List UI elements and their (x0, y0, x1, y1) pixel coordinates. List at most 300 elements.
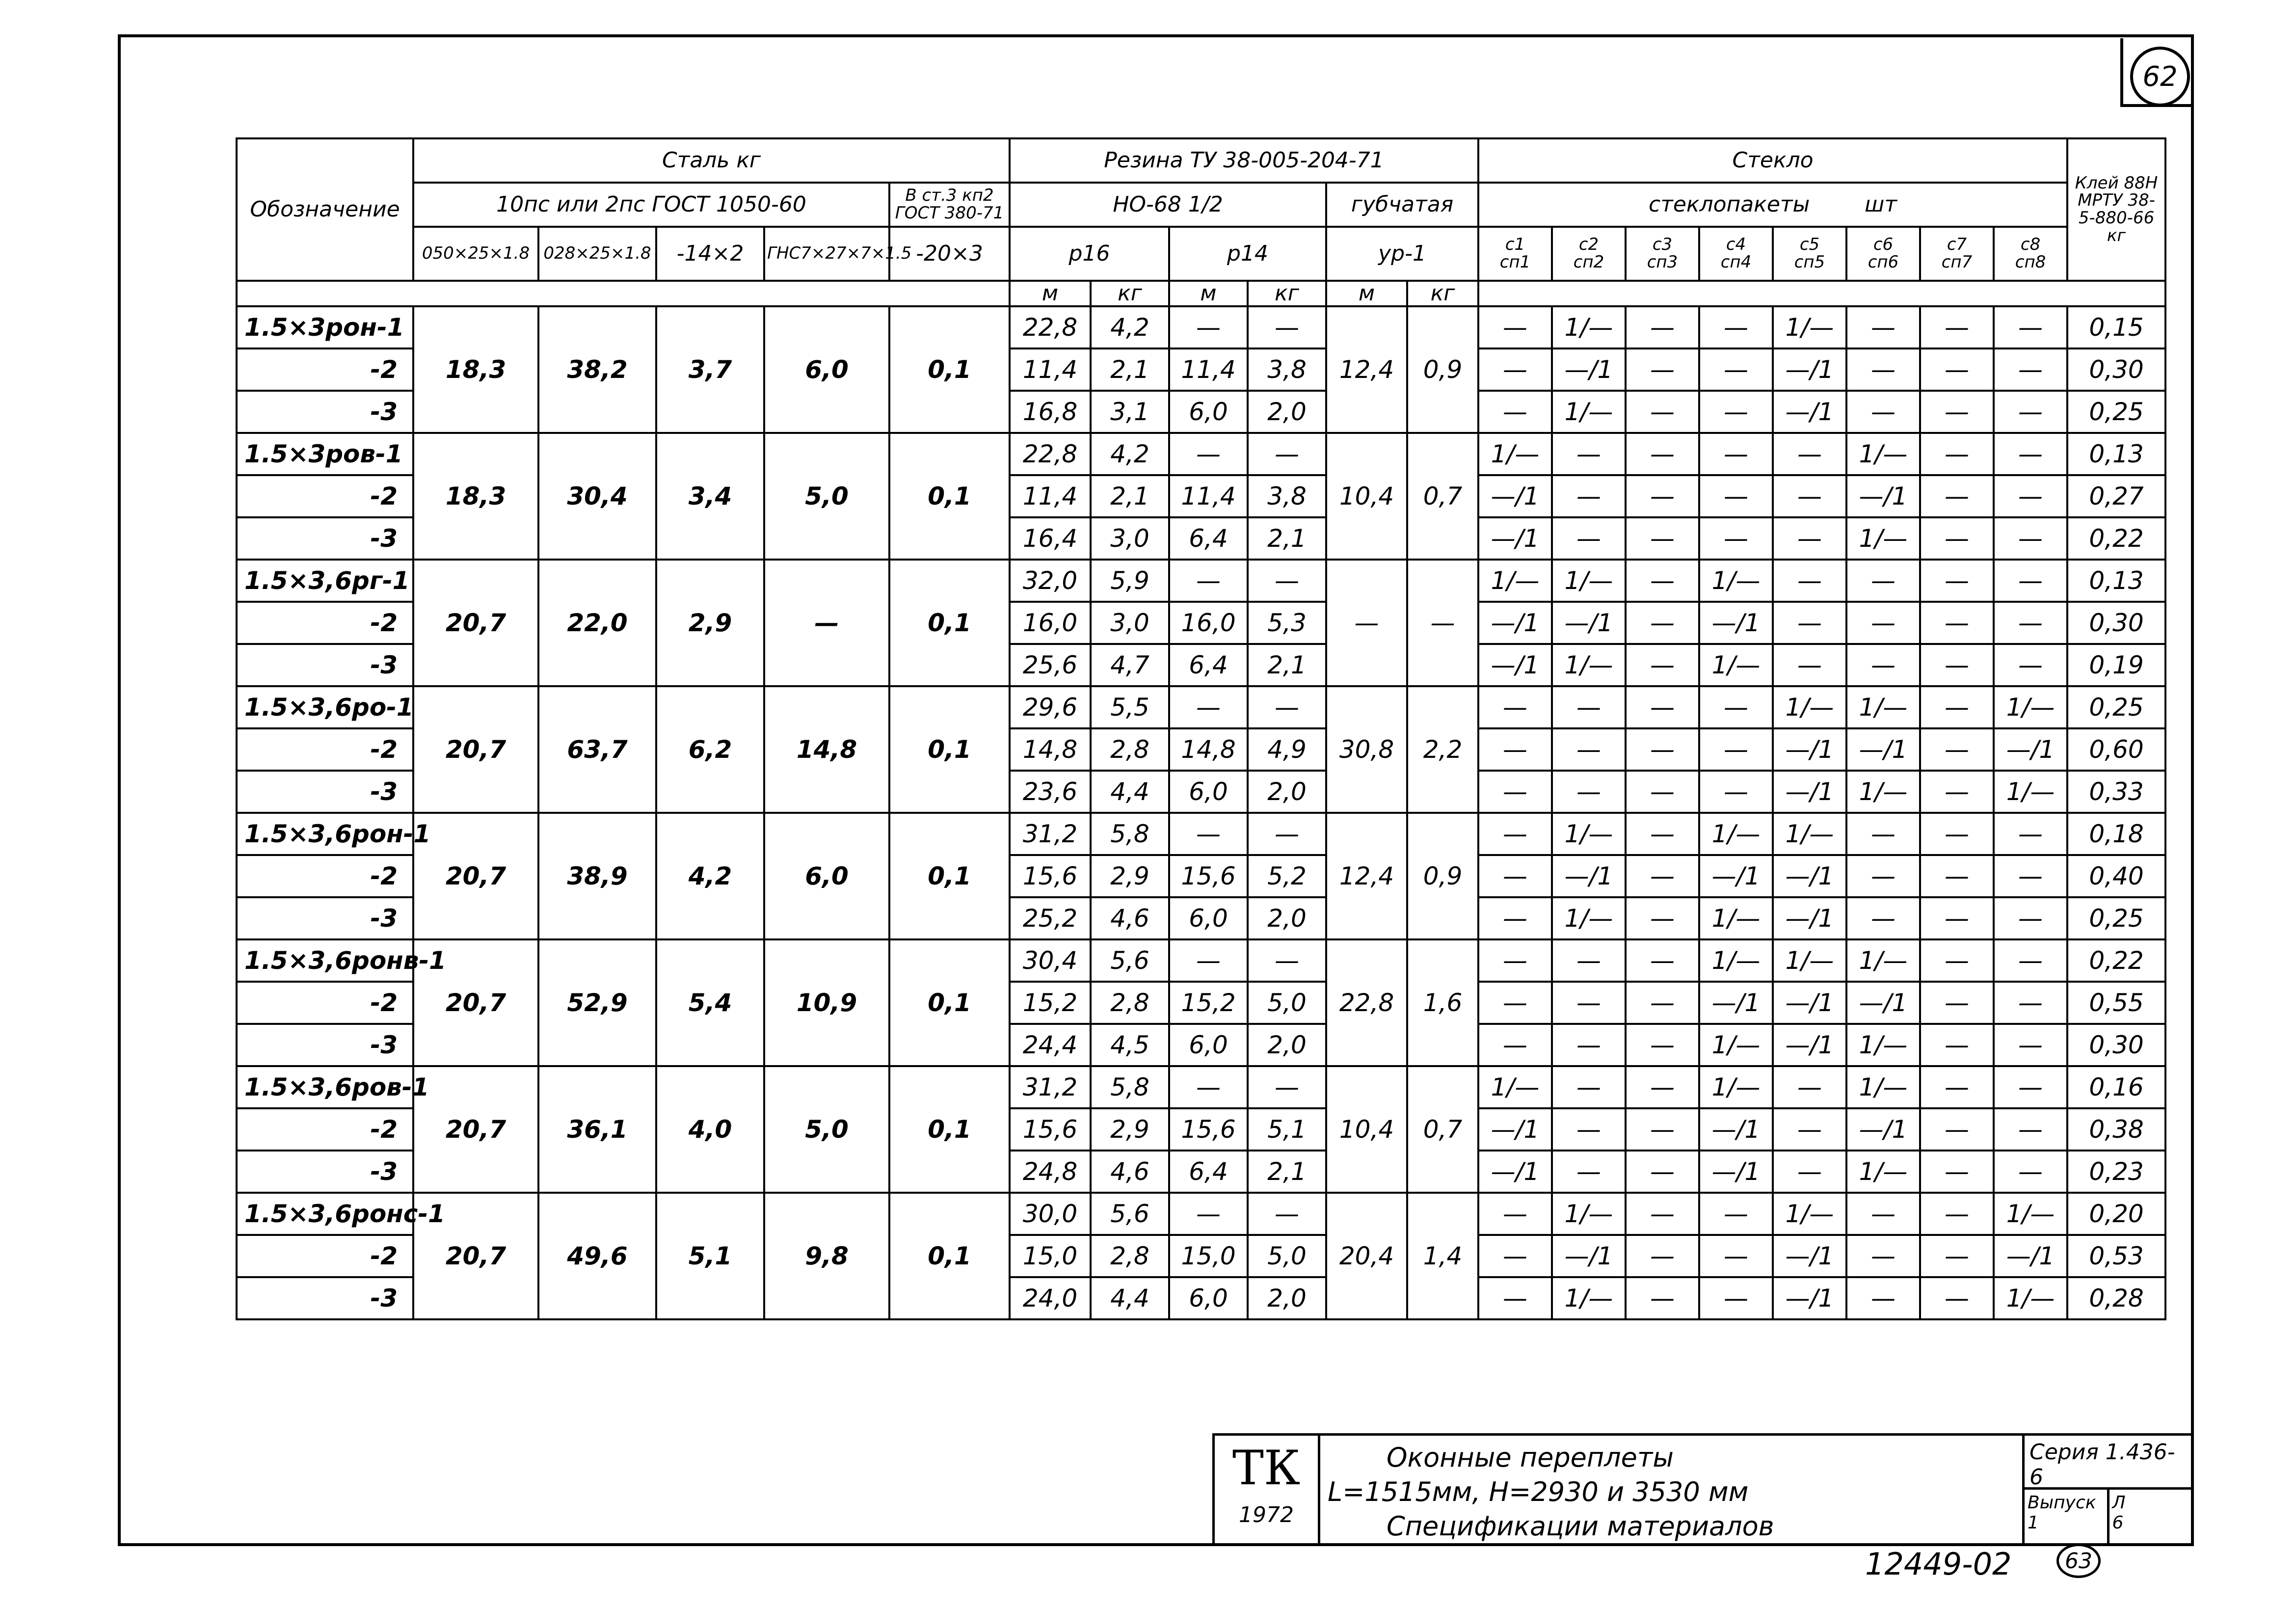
designation-cell: -3 (237, 391, 413, 433)
designation-cell: -2 (237, 855, 413, 897)
glass-cell: 1/— (1846, 433, 1920, 475)
glue-cell: 0,13 (2067, 560, 2165, 602)
glue-cell: 0,55 (2067, 982, 2165, 1024)
steel-cell: 0,1 (889, 686, 1010, 813)
glass-cell: —/1 (1478, 1108, 1552, 1151)
glass-cell: — (1552, 1108, 1626, 1151)
designation-header: Обозначение (237, 138, 413, 281)
steel-cell: 9,8 (764, 1193, 889, 1319)
glass-unit-label: шт (1865, 191, 1897, 217)
glass-cell: — (1994, 939, 2067, 982)
glue-cell: 0,30 (2067, 602, 2165, 644)
designation-cell: -2 (237, 982, 413, 1024)
glass-cell: — (1478, 686, 1552, 728)
glue-cell: 0,60 (2067, 728, 2165, 771)
steel-alt-header: В ст.3 кп2 ГОСТ 380-71 (889, 183, 1010, 227)
glass-cell: 1/— (1552, 1277, 1626, 1319)
steel-col-4: ГНС7×27×7×1.5 (764, 227, 889, 281)
glass-cell: — (1478, 306, 1552, 348)
glass-cell: — (1920, 1193, 1994, 1235)
glass-cell: — (1552, 1066, 1626, 1108)
glass-cell: — (1626, 728, 1699, 771)
glass-c6: с6 сп6 (1846, 227, 1920, 281)
glass-cell: — (1920, 982, 1994, 1024)
glass-cell: — (1626, 686, 1699, 728)
p16-kg-cell: 4,6 (1091, 1151, 1169, 1193)
p16-kg-cell: 5,8 (1091, 1066, 1169, 1108)
p16-kg-cell: 5,6 (1091, 1193, 1169, 1235)
p16-kg-cell: 2,8 (1091, 1235, 1169, 1277)
p16-kg-cell: 4,2 (1091, 433, 1169, 475)
year: 1972 (1239, 1502, 1294, 1527)
glass-cell: —/1 (1846, 982, 1920, 1024)
glass-cell: 1/— (1699, 897, 1773, 939)
glass-cell: — (1626, 1108, 1699, 1151)
glass-cell: — (1626, 1024, 1699, 1066)
glue-cell: 0,19 (2067, 644, 2165, 686)
p16-m-cell: 15,2 (1010, 982, 1091, 1024)
glass-cell: —/1 (1773, 1024, 1846, 1066)
glass-cell: — (1920, 813, 1994, 855)
glass-cell: —/1 (1478, 517, 1552, 560)
glass-cell: —/1 (1846, 1108, 1920, 1151)
glass-cell: — (1626, 982, 1699, 1024)
glass-cell: — (1626, 771, 1699, 813)
glass-cell: 1/— (1846, 939, 1920, 982)
glass-cell: — (1626, 433, 1699, 475)
p14-m-cell: — (1169, 1193, 1248, 1235)
steel-cell: 0,1 (889, 1193, 1010, 1319)
table-row (237, 306, 2165, 348)
glue-cell: 0,25 (2067, 391, 2165, 433)
p16-kg-cell: 2,8 (1091, 982, 1169, 1024)
steel-cell: 0,1 (889, 560, 1010, 686)
glass-cell: — (1626, 1235, 1699, 1277)
glass-cell: 1/— (1773, 939, 1846, 982)
p16-kg-cell: 4,4 (1091, 771, 1169, 813)
glass-cell: — (1920, 1066, 1994, 1108)
p14-m-cell: — (1169, 560, 1248, 602)
glass-cell: 1/— (1994, 1277, 2067, 1319)
glass-cell: 1/— (1846, 686, 1920, 728)
steel-cell: 5,4 (656, 939, 764, 1066)
glass-cell: — (1773, 475, 1846, 517)
glass-cell: —/1 (1773, 1277, 1846, 1319)
p16-kg-cell: 5,8 (1091, 813, 1169, 855)
p14-kg-cell: 5,0 (1248, 982, 1326, 1024)
rubber-porous-header: губчатая (1326, 183, 1478, 227)
p16-kg-cell: 5,6 (1091, 939, 1169, 982)
p14-kg-cell: 2,0 (1248, 391, 1326, 433)
p14-header: р14 (1169, 227, 1326, 281)
glass-cell: — (1994, 517, 2067, 560)
glass-cell: — (1626, 306, 1699, 348)
p14-m-cell: 15,6 (1169, 1108, 1248, 1151)
glass-cell: — (1478, 728, 1552, 771)
p14-m-cell: — (1169, 1066, 1248, 1108)
glass-cell: — (1773, 644, 1846, 686)
glass-cell: — (1994, 348, 2067, 391)
glass-cell: — (1846, 813, 1920, 855)
yp-kg-cell: 1,6 (1407, 939, 1478, 1066)
designation-cell: -2 (237, 602, 413, 644)
p16-kg-cell: 5,9 (1091, 560, 1169, 602)
unit-spacer (237, 281, 1010, 306)
glass-cell: — (1478, 1024, 1552, 1066)
glass-c8: с8 сп8 (1994, 227, 2067, 281)
series-label: Серия 1.436-6 (2025, 1436, 2191, 1490)
designation-cell: -2 (237, 1108, 413, 1151)
glass-cell: 1/— (1994, 1193, 2067, 1235)
glass-cell: 1/— (1846, 1066, 1920, 1108)
p14-m-cell: 11,4 (1169, 475, 1248, 517)
table-row (237, 1193, 2165, 1235)
glue-cell: 0,20 (2067, 1193, 2165, 1235)
glass-cell: — (1773, 433, 1846, 475)
glass-cell: — (1994, 306, 2067, 348)
p16-m-cell: 23,6 (1010, 771, 1091, 813)
designation-cell: -3 (237, 1024, 413, 1066)
glass-cell: — (1920, 728, 1994, 771)
yp-kg-cell: 2,2 (1407, 686, 1478, 813)
glass-cell: 1/— (1552, 391, 1626, 433)
glass-cell: — (1920, 602, 1994, 644)
glass-cell: — (1699, 1235, 1773, 1277)
glue-cell: 0,15 (2067, 306, 2165, 348)
p16-m-cell: 11,4 (1010, 475, 1091, 517)
designation-cell: 1.5×3,6ро-1 (237, 686, 413, 728)
glue-cell: 0,13 (2067, 433, 2165, 475)
glass-cell: — (1478, 813, 1552, 855)
designation-cell: -2 (237, 728, 413, 771)
glass-cell: — (1846, 1277, 1920, 1319)
p16-kg-cell: 5,5 (1091, 686, 1169, 728)
glass-cell: —/1 (1478, 1151, 1552, 1193)
glass-cell: 1/— (1552, 644, 1626, 686)
designation-cell: 1.5×3,6ров-1 (237, 1066, 413, 1108)
p16-m-cell: 31,2 (1010, 813, 1091, 855)
p14-m-cell: 6,0 (1169, 897, 1248, 939)
glass-cell: — (1552, 771, 1626, 813)
table-row (237, 433, 2165, 475)
p14-m-cell: — (1169, 939, 1248, 982)
steel-cell: 20,7 (413, 939, 538, 1066)
steel-cell: 36,1 (538, 1066, 656, 1193)
glue-cell: 0,25 (2067, 686, 2165, 728)
steel-cell: 49,6 (538, 1193, 656, 1319)
glass-c1: с1 сп1 (1478, 227, 1552, 281)
steel-cell: — (764, 560, 889, 686)
glass-cell: — (1846, 644, 1920, 686)
glass-cell: — (1920, 939, 1994, 982)
glass-cell: — (1994, 813, 2067, 855)
steel-cell: 0,1 (889, 433, 1010, 560)
glass-cell: 1/— (1699, 813, 1773, 855)
designation-cell: 1.5×3,6рон-1 (237, 813, 413, 855)
glass-cell: — (1552, 982, 1626, 1024)
p14-m-cell: 6,0 (1169, 771, 1248, 813)
p14-kg-cell: 2,0 (1248, 771, 1326, 813)
glass-cell: — (1773, 602, 1846, 644)
glue-header: Клей 88Н МРТУ 38-5-880-66 кг (2067, 138, 2165, 281)
steel-cell: 20,7 (413, 560, 538, 686)
yp-kg-cell: 0,9 (1407, 306, 1478, 433)
glass-cell: — (1846, 1235, 1920, 1277)
p14-kg-cell: — (1248, 813, 1326, 855)
sheet-number: 62 (2130, 47, 2190, 107)
p14-kg-cell: 5,0 (1248, 1235, 1326, 1277)
yp-kg-cell: 1,4 (1407, 1193, 1478, 1319)
p16-kg-cell: 3,1 (1091, 391, 1169, 433)
table-row (237, 560, 2165, 602)
designation-cell: -3 (237, 1277, 413, 1319)
glass-cell: 1/— (1552, 560, 1626, 602)
glass-cell: 1/— (1552, 813, 1626, 855)
steel-cell: 0,1 (889, 939, 1010, 1066)
glass-cell: 1/— (1699, 1066, 1773, 1108)
drawing-title (1328, 1441, 2005, 1544)
p14-kg-cell: — (1248, 1193, 1326, 1235)
p14-kg-cell: 5,3 (1248, 602, 1326, 644)
glass-cell: — (1920, 1277, 1994, 1319)
p14-kg: кг (1248, 281, 1326, 306)
sheet-cell: Л 6 (2112, 1493, 2126, 1533)
glass-cell: —/1 (1773, 771, 1846, 813)
steel-cell: 0,1 (889, 1066, 1010, 1193)
p14-m-cell: — (1169, 686, 1248, 728)
glass-cell: — (1920, 433, 1994, 475)
designation-cell: -3 (237, 1151, 413, 1193)
glass-cell: — (1699, 728, 1773, 771)
glass-cell: — (1478, 1193, 1552, 1235)
p16-m-cell: 16,0 (1010, 602, 1091, 644)
p16-header: р16 (1010, 227, 1169, 281)
steel-cell: 4,0 (656, 1066, 764, 1193)
glass-cell: 1/— (1552, 897, 1626, 939)
designation-cell: 1.5×3ров-1 (237, 433, 413, 475)
glass-cell: —/1 (1773, 728, 1846, 771)
steel-cell: 18,3 (413, 433, 538, 560)
glass-cell: — (1994, 602, 2067, 644)
glass-c4: с4 сп4 (1699, 227, 1773, 281)
glue-cell: 0,22 (2067, 517, 2165, 560)
glass-cell: — (1626, 939, 1699, 982)
designation-cell: 1.5×3,6рг-1 (237, 560, 413, 602)
glass-cell: —/1 (1846, 475, 1920, 517)
glass-cell: — (1920, 306, 1994, 348)
p14-kg-cell: 2,0 (1248, 897, 1326, 939)
glass-cell: — (1920, 686, 1994, 728)
yp-m-cell: — (1326, 560, 1407, 686)
steel-cell: 30,4 (538, 433, 656, 560)
glass-c2: с2 сп2 (1552, 227, 1626, 281)
yp-kg-cell: — (1407, 560, 1478, 686)
table-row (237, 939, 2165, 982)
glass-cell: —/1 (1699, 855, 1773, 897)
glue-cell: 0,16 (2067, 1066, 2165, 1108)
glass-cell: — (1626, 602, 1699, 644)
p14-m-cell: 6,4 (1169, 1151, 1248, 1193)
designation-cell: 1.5×3,6ронс-1 (237, 1193, 413, 1235)
designation-cell: -3 (237, 517, 413, 560)
steel-cell: 2,9 (656, 560, 764, 686)
p16-kg-cell: 4,7 (1091, 644, 1169, 686)
steel-cell: 52,9 (538, 939, 656, 1066)
steel-cell: 20,7 (413, 1193, 538, 1319)
p16-m-cell: 31,2 (1010, 1066, 1091, 1108)
designation-cell: 1.5×3,6ронв-1 (237, 939, 413, 982)
glass-c7: с7 сп7 (1920, 227, 1994, 281)
glass-cell: — (1626, 897, 1699, 939)
glass-cell: — (1699, 1277, 1773, 1319)
p16-m-cell: 29,6 (1010, 686, 1091, 728)
p16-m-cell: 22,8 (1010, 306, 1091, 348)
p16-kg-cell: 3,0 (1091, 517, 1169, 560)
yp-m-cell: 10,4 (1326, 433, 1407, 560)
steel-cell: 0,1 (889, 813, 1010, 939)
table-row (237, 813, 2165, 855)
glass-cell: —/1 (1552, 348, 1626, 391)
p16-kg: кг (1091, 281, 1169, 306)
glass-cell: —/1 (1699, 602, 1773, 644)
glass-cell: — (1478, 897, 1552, 939)
yp1-header: ур-1 (1326, 227, 1478, 281)
glass-cell: —/1 (1773, 391, 1846, 433)
table-row (237, 686, 2165, 728)
glass-cell: — (1478, 348, 1552, 391)
glass-cell: 1/— (1773, 306, 1846, 348)
glass-cell: — (1920, 1024, 1994, 1066)
p16-kg-cell: 4,2 (1091, 306, 1169, 348)
series-block (2022, 1436, 2191, 1544)
steel-gost-header: 10пс или 2пс ГОСТ 1050-60 (413, 183, 889, 227)
glass-cell: 1/— (1846, 1151, 1920, 1193)
glass-cell: —/1 (1478, 644, 1552, 686)
glass-cell: 1/— (1699, 1024, 1773, 1066)
glass-cell: — (1920, 1235, 1994, 1277)
glass-cell: —/1 (1552, 1235, 1626, 1277)
steel-cell: 6,0 (764, 306, 889, 433)
p16-m-cell: 15,6 (1010, 1108, 1091, 1151)
glue-cell: 0,27 (2067, 475, 2165, 517)
glass-cell: — (1994, 560, 2067, 602)
glass-cell: — (1552, 475, 1626, 517)
yp-m: м (1326, 281, 1407, 306)
p14-kg-cell: 2,1 (1248, 644, 1326, 686)
p14-kg-cell: — (1248, 560, 1326, 602)
steel-cell: 5,0 (764, 433, 889, 560)
glue-cell: 0,38 (2067, 1108, 2165, 1151)
p16-m-cell: 25,2 (1010, 897, 1091, 939)
steel-cell: 20,7 (413, 1066, 538, 1193)
glass-cell: — (1699, 391, 1773, 433)
glass-cell: —/1 (1773, 982, 1846, 1024)
glass-cell: — (1773, 1066, 1846, 1108)
p16-kg-cell: 2,9 (1091, 855, 1169, 897)
p14-kg-cell: — (1248, 433, 1326, 475)
p14-m-cell: 6,4 (1169, 517, 1248, 560)
p16-kg-cell: 4,6 (1091, 897, 1169, 939)
glass-cell: — (1773, 517, 1846, 560)
glass-cell: 1/— (1773, 686, 1846, 728)
glass-cell: —/1 (1773, 1235, 1846, 1277)
glass-cell: — (1920, 1151, 1994, 1193)
steel-cell: 5,1 (656, 1193, 764, 1319)
glass-cell: — (1920, 348, 1994, 391)
p14-kg-cell: 2,0 (1248, 1277, 1326, 1319)
p16-kg-cell: 2,1 (1091, 475, 1169, 517)
steel-cell: 6,2 (656, 686, 764, 813)
glass-packets-label: стеклопакеты (1649, 191, 1810, 217)
glass-cell: — (1920, 644, 1994, 686)
glass-cell: —/1 (1552, 855, 1626, 897)
yp-m-cell: 22,8 (1326, 939, 1407, 1066)
glass-cell: — (1920, 560, 1994, 602)
steel-cell: 4,2 (656, 813, 764, 939)
steel-cell: 6,0 (764, 813, 889, 939)
designation-cell: -2 (237, 1235, 413, 1277)
glass-cell: — (1626, 1277, 1699, 1319)
yp-m-cell: 10,4 (1326, 1066, 1407, 1193)
designation-cell: -3 (237, 897, 413, 939)
steel-cell: 63,7 (538, 686, 656, 813)
p14-kg-cell: — (1248, 686, 1326, 728)
glass-cell: — (1552, 686, 1626, 728)
title-line-3: Спецификации материалов (1387, 1511, 1774, 1542)
glass-cell: —/1 (1994, 728, 2067, 771)
glass-cell: — (1846, 897, 1920, 939)
p14-kg-cell: 3,8 (1248, 348, 1326, 391)
yp-kg-cell: 0,7 (1407, 433, 1478, 560)
glass-cell: — (1846, 348, 1920, 391)
designation-cell: -3 (237, 644, 413, 686)
yp-m-cell: 12,4 (1326, 306, 1407, 433)
glass-cell: — (1994, 1151, 2067, 1193)
glass-cell: — (1920, 475, 1994, 517)
glue-cell: 0,28 (2067, 1277, 2165, 1319)
glass-cell: — (1920, 1108, 1994, 1151)
p16-m-cell: 25,6 (1010, 644, 1091, 686)
glass-cell: — (1478, 982, 1552, 1024)
glass-cell: — (1478, 1277, 1552, 1319)
glass-cell: — (1699, 306, 1773, 348)
glass-cell: — (1626, 517, 1699, 560)
p14-kg-cell: 4,9 (1248, 728, 1326, 771)
glass-cell: — (1626, 644, 1699, 686)
glass-cell: — (1699, 1193, 1773, 1235)
yp-m-cell: 30,8 (1326, 686, 1407, 813)
p14-m-cell: 6,0 (1169, 1024, 1248, 1066)
glass-cell: — (1994, 855, 2067, 897)
steel-cell: 38,2 (538, 306, 656, 433)
p16-m-cell: 30,0 (1010, 1193, 1091, 1235)
glass-cell: — (1699, 686, 1773, 728)
steel-cell: 0,1 (889, 306, 1010, 433)
glass-cell: — (1699, 433, 1773, 475)
glass-cell: 1/— (1699, 644, 1773, 686)
glass-cell: — (1994, 1024, 2067, 1066)
p14-m-cell: 14,8 (1169, 728, 1248, 771)
glass-cell: — (1626, 475, 1699, 517)
glass-cell: — (1552, 1024, 1626, 1066)
p14-m-cell: 6,4 (1169, 644, 1248, 686)
glass-cell: — (1699, 517, 1773, 560)
p16-m-cell: 24,0 (1010, 1277, 1091, 1319)
glass-c3: с3 сп3 (1626, 227, 1699, 281)
glass-cell: — (1846, 602, 1920, 644)
glue-cell: 0,18 (2067, 813, 2165, 855)
glass-title: Стекло (1732, 147, 1814, 173)
